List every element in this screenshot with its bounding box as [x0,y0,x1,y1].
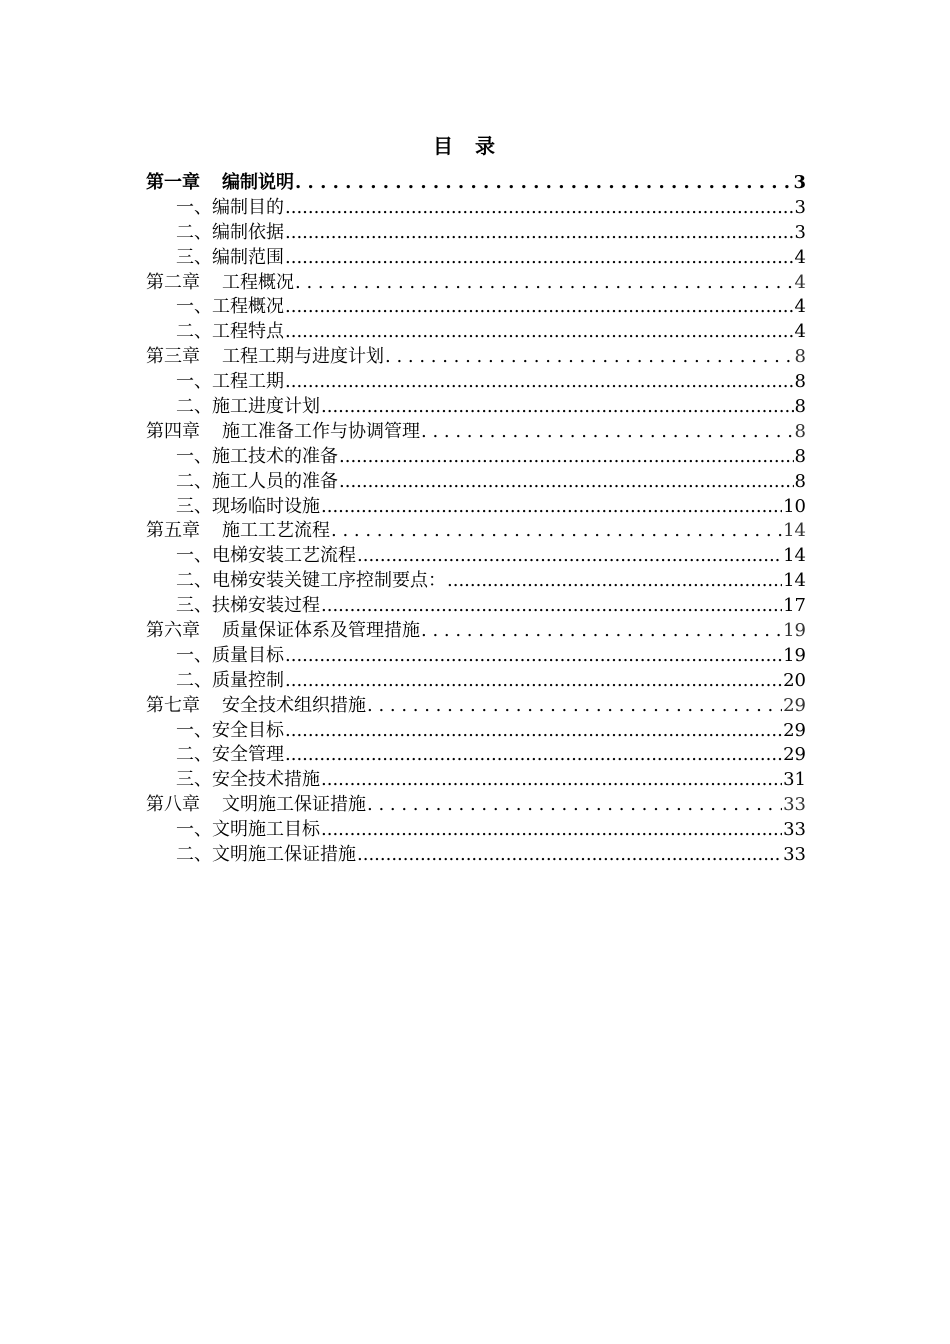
toc-chapter-entry[interactable] [146,694,806,719]
toc-entry-text: 二、施工进度计划 [176,396,320,418]
toc-chapter-entry[interactable] [146,171,806,196]
toc-dot-leader [285,644,782,669]
toc-chapter-number: 第五章 [146,520,200,542]
toc-dot-leader [367,694,782,719]
toc-page-number: 17 [783,595,806,617]
toc-entry-text: 二、施工人员的准备 [176,470,338,492]
toc-page-number: 10 [783,495,806,517]
toc-entry-label [176,495,320,520]
toc-section-entry[interactable] [146,669,806,694]
toc-entry-text: 二、电梯安装关键工序控制要点： [176,570,446,592]
toc-entry-label [176,818,320,843]
toc-entry-label [176,743,284,768]
toc-chapter-number: 第四章 [146,420,200,442]
toc-entry-label [176,768,320,793]
toc-page-number: 33 [783,844,806,866]
toc-entry-text: 二、文明施工保证措施 [176,844,356,866]
toc-entry-label [176,445,338,470]
toc-entry-label [176,246,284,271]
toc-section-entry[interactable] [146,719,806,744]
toc-dot-leader [295,171,792,196]
toc-page-number: 31 [783,769,806,791]
toc-page-number: 8 [794,470,806,492]
toc-dot-leader [357,544,782,569]
toc-section-entry[interactable] [146,320,806,345]
toc-entry-label [176,196,284,221]
toc-page-number: 8 [794,346,806,368]
toc-page-number: 19 [783,620,806,642]
toc-chapter-number: 第一章 [146,172,200,193]
toc-dot-leader [321,495,782,520]
toc-entry-label [176,370,284,395]
toc-entry-text: 质量保证体系及管理措施 [222,620,420,642]
toc-entry-text: 二、编制依据 [176,221,284,243]
toc-dot-leader [421,420,794,445]
toc-entry-label [176,719,284,744]
toc-section-entry[interactable] [146,395,806,420]
toc-chapter-entry[interactable] [146,619,806,644]
toc-page-number: 3 [794,196,806,218]
toc-entry-label [146,171,294,196]
toc-page-number: 4 [794,321,806,343]
toc-dot-leader [447,569,782,594]
toc-page-number: 33 [783,819,806,841]
toc-page-number: 14 [783,570,806,592]
toc-chapter-entry[interactable] [146,793,806,818]
toc-entry-label [176,320,284,345]
toc-dot-leader [321,594,782,619]
toc-dot-leader [321,395,794,420]
toc-page-number: 33 [783,794,806,816]
toc-entry-label [146,271,294,296]
toc-entry-text: 一、编制目的 [176,196,284,218]
toc-section-entry[interactable] [146,445,806,470]
toc-entry-label [146,619,420,644]
toc-page-number: 4 [794,271,806,293]
toc-section-entry[interactable] [146,196,806,221]
toc-dot-leader [285,370,794,395]
toc-entry-text: 施工准备工作与协调管理 [222,420,420,442]
toc-chapter-number: 第三章 [146,346,200,368]
toc-page-number: 19 [783,644,806,666]
toc-entry-text: 一、安全目标 [176,719,284,741]
toc-entry-label [176,544,356,569]
toc-dot-leader [285,196,794,221]
toc-entry-label [176,644,284,669]
toc-entry-text: 二、质量控制 [176,669,284,691]
toc-section-entry[interactable] [146,544,806,569]
toc-dot-leader [367,793,782,818]
toc-dot-leader [285,719,782,744]
toc-dot-leader [321,818,782,843]
toc-chapter-number: 第七章 [146,694,200,716]
toc-page-number: 29 [783,744,806,766]
toc-chapter-entry[interactable] [146,420,806,445]
toc-entry-text: 施工工艺流程 [222,520,330,542]
toc-list [146,171,806,868]
toc-entry-label [146,519,330,544]
toc-page-number: 8 [794,445,806,467]
toc-dot-leader [285,743,782,768]
toc-page-number: 3 [793,172,806,193]
toc-entry-text: 一、文明施工目标 [176,819,320,841]
toc-section-entry[interactable] [146,246,806,271]
toc-page-number: 8 [794,371,806,393]
toc-page-number: 3 [794,221,806,243]
toc-entry-text: 一、电梯安装工艺流程 [176,545,356,567]
toc-entry-text: 一、施工技术的准备 [176,445,338,467]
toc-section-entry[interactable] [146,743,806,768]
toc-entry-label [176,470,338,495]
toc-entry-text: 工程概况 [222,271,294,293]
toc-entry-text: 三、扶梯安装过程 [176,595,320,617]
toc-entry-text: 一、工程概况 [176,296,284,318]
toc-dot-leader [331,519,782,544]
toc-section-entry[interactable] [146,843,806,868]
toc-entry-label [146,694,366,719]
toc-dot-leader [385,345,794,370]
toc-section-entry[interactable] [146,768,806,793]
toc-page-number: 4 [794,246,806,268]
toc-entry-label [176,395,320,420]
toc-entry-text: 文明施工保证措施 [222,794,366,816]
toc-section-entry[interactable] [146,370,806,395]
toc-entry-text: 二、安全管理 [176,744,284,766]
toc-entry-label [176,295,284,320]
toc-page-number: 8 [794,396,806,418]
toc-entry-text: 三、编制范围 [176,246,284,268]
toc-section-entry[interactable] [146,295,806,320]
toc-section-entry[interactable] [146,221,806,246]
toc-entry-text: 一、工程工期 [176,371,284,393]
toc-dot-leader [285,221,794,246]
toc-entry-label [176,569,446,594]
toc-chapter-number: 第六章 [146,620,200,642]
toc-entry-label [176,594,320,619]
toc-chapter-number: 第二章 [146,271,200,293]
toc-chapter-entry[interactable] [146,345,806,370]
toc-entry-text: 工程工期与进度计划 [222,346,384,368]
toc-section-entry[interactable] [146,644,806,669]
toc-dot-leader [321,768,782,793]
toc-dot-leader [339,470,794,495]
toc-page-number: 14 [783,545,806,567]
toc-section-entry[interactable] [146,569,806,594]
toc-section-entry[interactable] [146,594,806,619]
toc-page-number: 8 [794,420,806,442]
toc-chapter-number: 第八章 [146,794,200,816]
toc-entry-label [146,345,384,370]
toc-dot-leader [285,320,794,345]
toc-chapter-entry[interactable] [146,519,806,544]
toc-page-number: 4 [794,296,806,318]
toc-dot-leader [295,271,794,296]
toc-entry-text: 安全技术组织措施 [222,694,366,716]
toc-entry-text: 编制说明 [222,172,294,193]
toc-entry-label [146,793,366,818]
toc-entry-text: 二、工程特点 [176,321,284,343]
toc-entry-label [176,221,284,246]
toc-entry-text: 三、现场临时设施 [176,495,320,517]
toc-page-number: 14 [783,520,806,542]
toc-entry-text: 三、安全技术措施 [176,769,320,791]
toc-dot-leader [339,445,794,470]
toc-page-number: 29 [783,694,806,716]
toc-dot-leader [285,295,794,320]
toc-dot-leader [285,246,794,271]
toc-entry-label [176,843,356,868]
toc-page-number: 29 [783,719,806,741]
toc-chapter-entry[interactable] [146,271,806,296]
toc-dot-leader [285,669,782,694]
toc-entry-label [176,669,284,694]
toc-entry-text: 一、质量目标 [176,644,284,666]
toc-entry-label [146,420,420,445]
toc-page-number: 20 [783,669,806,691]
toc-section-entry[interactable] [146,818,806,843]
toc-title: 目录 [433,134,517,158]
toc-section-entry[interactable] [146,470,806,495]
toc-section-entry[interactable] [146,495,806,520]
toc-dot-leader [421,619,782,644]
toc-dot-leader [357,843,782,868]
